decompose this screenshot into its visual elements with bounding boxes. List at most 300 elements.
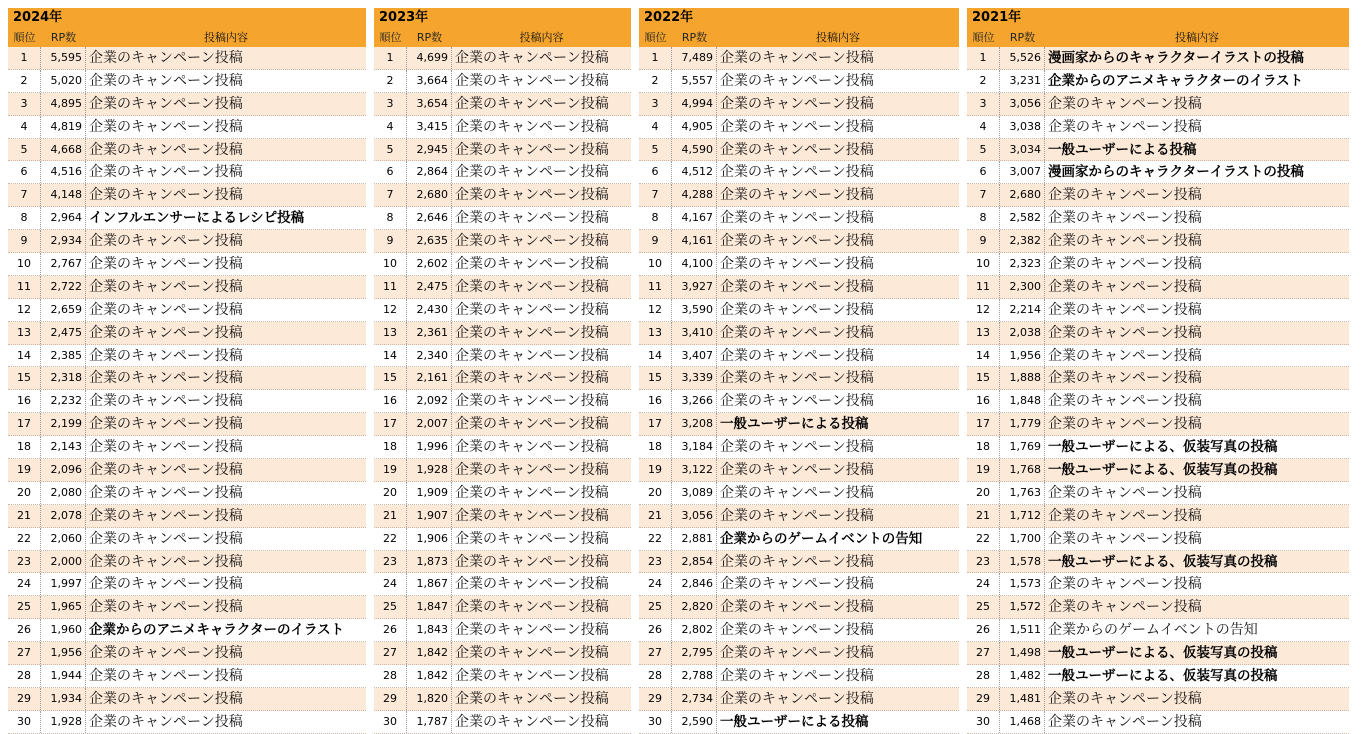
- table-row: [374, 253, 631, 276]
- table-row: [967, 47, 1349, 70]
- rank-cell: 26: [967, 619, 1000, 641]
- table-row: [967, 299, 1349, 322]
- post-content-cell: 企業からのアニメキャラクターのイラスト: [1048, 72, 1304, 89]
- rp-count-cell: 3,184: [672, 436, 717, 458]
- table-row: [374, 482, 631, 505]
- table-row: [639, 711, 959, 734]
- post-content-cell: 企業のキャンペーン投稿: [455, 278, 609, 295]
- table-row: [967, 345, 1349, 368]
- rank-cell: 2: [639, 70, 672, 92]
- rp-count-cell: 2,854: [672, 551, 717, 573]
- rp-count-cell: 3,590: [672, 299, 717, 321]
- rank-cell: 14: [374, 345, 407, 367]
- rp-count-cell: 2,635: [407, 230, 452, 252]
- rank-cell: 30: [8, 711, 41, 733]
- post-content-cell: 一般ユーザーによる、仮装写真の投稿: [1048, 553, 1278, 570]
- table-row: [639, 230, 959, 253]
- post-content-cell: 企業のキャンペーン投稿: [1048, 507, 1202, 524]
- post-content-cell: 企業のキャンペーン投稿: [720, 553, 874, 570]
- post-content-cell: 企業のキャンペーン投稿: [720, 370, 874, 387]
- table-row: [967, 207, 1349, 230]
- rp-count-cell: 3,339: [672, 367, 717, 389]
- content-column-header: 投稿内容: [1175, 31, 1219, 44]
- table-row: [8, 459, 366, 482]
- table-row: [967, 161, 1349, 184]
- rp-count-cell: 1,909: [407, 482, 452, 504]
- rp-count-cell: 4,100: [672, 253, 717, 275]
- table-row: [967, 390, 1349, 413]
- rp-count-cell: 1,763: [1000, 482, 1045, 504]
- rank-cell: 30: [374, 711, 407, 733]
- rp-count-cell: 1,996: [407, 436, 452, 458]
- rank-cell: 8: [8, 207, 41, 229]
- post-content-cell: 企業のキャンペーン投稿: [455, 141, 609, 158]
- post-content-cell: 企業のキャンペーン投稿: [455, 484, 609, 501]
- rp-count-cell: 3,266: [672, 390, 717, 412]
- table-row: [639, 573, 959, 596]
- table-row: [639, 345, 959, 368]
- rp-count-cell: 1,873: [407, 551, 452, 573]
- post-content-cell: 企業のキャンペーン投稿: [455, 576, 609, 593]
- post-content-cell: 漫画家からのキャラクターイラストの投稿: [1048, 50, 1304, 66]
- table-row: [374, 505, 631, 528]
- post-content-cell: 企業のキャンペーン投稿: [455, 462, 609, 479]
- post-content-cell: 企業のキャンペーン投稿: [720, 141, 874, 158]
- table-row: [967, 573, 1349, 596]
- rp-count-cell: 2,659: [41, 299, 86, 321]
- rp-count-cell: 2,161: [407, 367, 452, 389]
- rank-cell: 20: [8, 482, 41, 504]
- rp-count-cell: 1,578: [1000, 551, 1045, 573]
- table-row: [374, 596, 631, 619]
- rp-count-cell: 1,769: [1000, 436, 1045, 458]
- rp-count-cell: 2,060: [41, 528, 86, 550]
- table-row: [374, 161, 631, 184]
- rank-cell: 16: [967, 390, 1000, 412]
- rank-cell: 1: [639, 47, 672, 69]
- post-content-cell: 企業のキャンペーン投稿: [89, 233, 243, 250]
- rp-count-cell: 1,700: [1000, 528, 1045, 550]
- post-content-cell: 企業のキャンペーン投稿: [1048, 256, 1202, 273]
- post-content-cell: 企業のキャンペーン投稿: [720, 576, 874, 593]
- rp-count-cell: 2,232: [41, 390, 86, 412]
- rp-count-cell: 2,199: [41, 413, 86, 435]
- rp-count-cell: 2,788: [672, 665, 717, 687]
- post-content-cell: 企業のキャンペーン投稿: [720, 599, 874, 616]
- content-column-header: 投稿内容: [816, 31, 860, 44]
- rp-count-cell: 3,654: [407, 93, 452, 115]
- rank-cell: 13: [639, 322, 672, 344]
- post-content-cell: 企業のキャンペーン投稿: [1048, 530, 1202, 547]
- rp-count-cell: 2,680: [1000, 184, 1045, 206]
- rank-cell: 28: [374, 665, 407, 687]
- table-row: [967, 665, 1349, 688]
- rp-count-cell: 1,511: [1000, 619, 1045, 641]
- rp-count-cell: 2,318: [41, 367, 86, 389]
- rank-cell: 27: [374, 642, 407, 664]
- post-content-cell: 企業のキャンペーン投稿: [89, 416, 243, 433]
- table-year-title: 2024年: [8, 8, 366, 28]
- rank-cell: 3: [967, 93, 1000, 115]
- rank-cell: 26: [8, 619, 41, 641]
- rank-cell: 29: [967, 688, 1000, 710]
- rp-count-cell: 3,122: [672, 459, 717, 481]
- rank-cell: 1: [8, 47, 41, 69]
- rp-count-cell: 4,668: [41, 139, 86, 161]
- rank-cell: 21: [374, 505, 407, 527]
- rank-cell: 5: [967, 139, 1000, 161]
- rank-cell: 5: [8, 139, 41, 161]
- rp-count-cell: 2,475: [407, 276, 452, 298]
- post-content-cell: 企業のキャンペーン投稿: [1048, 187, 1202, 204]
- rank-cell: 15: [967, 367, 1000, 389]
- table-row: [639, 688, 959, 711]
- rp-count-cell: 2,382: [1000, 230, 1045, 252]
- table-row: [967, 70, 1349, 93]
- rp-count-cell: 2,767: [41, 253, 86, 275]
- post-content-cell: 企業のキャンペーン投稿: [455, 416, 609, 433]
- post-content-cell: 企業のキャンペーン投稿: [720, 95, 874, 112]
- rp-count-cell: 4,167: [672, 207, 717, 229]
- post-content-cell: インフルエンサーによるレシピ投稿: [89, 210, 305, 227]
- post-content-cell: 企業のキャンペーン投稿: [89, 462, 243, 479]
- post-content-cell: 企業のキャンペーン投稿: [1048, 233, 1202, 250]
- table-row: [374, 436, 631, 459]
- table-row: [8, 505, 366, 528]
- table-row: [8, 642, 366, 665]
- table-body: [8, 47, 366, 734]
- rank-cell: 20: [967, 482, 1000, 504]
- post-content-cell: 企業のキャンペーン投稿: [1048, 599, 1202, 616]
- table-row: [639, 528, 959, 551]
- rp-count-cell: 1,573: [1000, 573, 1045, 595]
- content-column-header: 投稿内容: [204, 31, 248, 44]
- rank-cell: 19: [374, 459, 407, 481]
- rank-cell: 2: [8, 70, 41, 92]
- post-content-cell: 企業のキャンペーン投稿: [89, 507, 243, 524]
- table-row: [8, 413, 366, 436]
- rp-count-cell: 2,078: [41, 505, 86, 527]
- table-row: [374, 70, 631, 93]
- table-row: [8, 665, 366, 688]
- rp-count-cell: 1,965: [41, 596, 86, 618]
- table-row: [374, 207, 631, 230]
- post-content-cell: 企業のキャンペーン投稿: [1048, 301, 1202, 318]
- table-row: [639, 47, 959, 70]
- post-content-cell: 企業のキャンペーン投稿: [455, 118, 609, 135]
- table-row: [967, 116, 1349, 139]
- post-content-cell: 企業のキャンペーン投稿: [89, 713, 243, 730]
- table-row: [967, 688, 1349, 711]
- table-row: [639, 253, 959, 276]
- rp-count-cell: 2,934: [41, 230, 86, 252]
- rp-count-cell: 2,340: [407, 345, 452, 367]
- post-content-cell: 企業のキャンペーン投稿: [720, 439, 874, 456]
- rank-cell: 29: [639, 688, 672, 710]
- ranking-table-2024: [8, 8, 366, 734]
- rank-cell: 17: [639, 413, 672, 435]
- rank-cell: 14: [639, 345, 672, 367]
- rank-cell: 28: [967, 665, 1000, 687]
- rank-cell: 17: [8, 413, 41, 435]
- rp-count-cell: 1,768: [1000, 459, 1045, 481]
- rp-count-cell: 2,945: [407, 139, 452, 161]
- rp-count-cell: 2,000: [41, 551, 86, 573]
- table-row: [967, 596, 1349, 619]
- rank-cell: 16: [8, 390, 41, 412]
- column-header-row: [374, 28, 631, 47]
- table-row: [8, 436, 366, 459]
- rank-cell: 7: [374, 184, 407, 206]
- table-row: [8, 161, 366, 184]
- rank-cell: 16: [639, 390, 672, 412]
- rp-count-cell: 4,148: [41, 184, 86, 206]
- rank-cell: 4: [8, 116, 41, 138]
- post-content-cell: 一般ユーザーによる投稿: [1048, 141, 1197, 158]
- content-column-header: 投稿内容: [519, 31, 564, 44]
- rp-count-cell: 4,516: [41, 161, 86, 183]
- post-content-cell: 企業のキャンペーン投稿: [455, 256, 609, 273]
- rp-count-cell: 4,699: [407, 47, 452, 69]
- table-row: [8, 184, 366, 207]
- rp-column-header: RP数: [681, 31, 708, 44]
- rp-count-cell: 1,481: [1000, 688, 1045, 710]
- post-content-cell: 企業のキャンペーン投稿: [1048, 347, 1202, 364]
- rp-count-cell: 3,927: [672, 276, 717, 298]
- table-row: [374, 573, 631, 596]
- post-content-cell: 企業のキャンペーン投稿: [89, 118, 243, 135]
- rp-count-cell: 3,231: [1000, 70, 1045, 92]
- rp-count-cell: 1,934: [41, 688, 86, 710]
- post-content-cell: 企業のキャンペーン投稿: [720, 233, 874, 250]
- rank-cell: 15: [374, 367, 407, 389]
- post-content-cell: 企業のキャンペーン投稿: [89, 439, 243, 456]
- table-row: [374, 322, 631, 345]
- rank-cell: 9: [374, 230, 407, 252]
- rp-count-cell: 2,007: [407, 413, 452, 435]
- post-content-cell: 企業のキャンペーン投稿: [720, 164, 874, 181]
- post-content-cell: 企業のキャンペーン投稿: [720, 301, 874, 318]
- post-content-cell: 一般ユーザーによる、仮装写真の投稿: [1048, 439, 1278, 456]
- rank-cell: 12: [639, 299, 672, 321]
- rank-cell: 28: [639, 665, 672, 687]
- rank-cell: 8: [374, 207, 407, 229]
- rank-cell: 23: [8, 551, 41, 573]
- rank-column-header: 順位: [379, 31, 402, 44]
- post-content-cell: 企業のキャンペーン投稿: [89, 393, 243, 410]
- rp-count-cell: 1,906: [407, 528, 452, 550]
- rank-cell: 11: [967, 276, 1000, 298]
- rank-cell: 28: [8, 665, 41, 687]
- rank-cell: 23: [967, 551, 1000, 573]
- rp-count-cell: 2,092: [407, 390, 452, 412]
- rp-count-cell: 2,214: [1000, 299, 1045, 321]
- rank-cell: 8: [639, 207, 672, 229]
- ranking-table-2022: [639, 8, 959, 734]
- table-row: [374, 184, 631, 207]
- rank-cell: 21: [967, 505, 1000, 527]
- post-content-cell: 企業のキャンペーン投稿: [89, 690, 243, 707]
- rp-count-cell: 1,820: [407, 688, 452, 710]
- rank-cell: 13: [374, 322, 407, 344]
- post-content-cell: 企業のキャンペーン投稿: [720, 256, 874, 273]
- rank-cell: 19: [639, 459, 672, 481]
- table-row: [8, 390, 366, 413]
- rank-cell: 12: [8, 299, 41, 321]
- rp-count-cell: 2,722: [41, 276, 86, 298]
- post-content-cell: 企業のキャンペーン投稿: [455, 233, 609, 250]
- rank-cell: 15: [8, 367, 41, 389]
- table-row: [8, 619, 366, 642]
- rp-count-cell: 1,842: [407, 642, 452, 664]
- post-content-cell: 一般ユーザーによる投稿: [720, 713, 869, 730]
- rank-cell: 18: [374, 436, 407, 458]
- rank-cell: 30: [639, 711, 672, 733]
- rp-count-cell: 2,646: [407, 207, 452, 229]
- ranking-table-2021: [967, 8, 1349, 734]
- post-content-cell: 企業のキャンペーン投稿: [455, 713, 609, 730]
- post-content-cell: 企業のキャンペーン投稿: [89, 164, 243, 181]
- rank-cell: 7: [8, 184, 41, 206]
- table-row: [374, 47, 631, 70]
- table-row: [374, 459, 631, 482]
- table-row: [639, 413, 959, 436]
- table-row: [8, 47, 366, 70]
- rp-count-cell: 3,407: [672, 345, 717, 367]
- table-row: [8, 482, 366, 505]
- table-row: [374, 276, 631, 299]
- post-content-cell: 企業のキャンペーン投稿: [720, 347, 874, 364]
- rp-count-cell: 2,590: [672, 711, 717, 733]
- post-content-cell: 企業のキャンペーン投稿: [455, 301, 609, 318]
- table-row: [967, 619, 1349, 642]
- rp-count-cell: 1,888: [1000, 367, 1045, 389]
- table-row: [8, 207, 366, 230]
- rp-count-cell: 3,208: [672, 413, 717, 435]
- post-content-cell: 企業のキャンペーン投稿: [455, 530, 609, 547]
- table-row: [639, 619, 959, 642]
- table-row: [639, 139, 959, 162]
- rank-cell: 23: [639, 551, 672, 573]
- post-content-cell: 企業のキャンペーン投稿: [89, 256, 243, 273]
- column-header-row: [8, 28, 366, 47]
- table-row: [639, 596, 959, 619]
- rank-cell: 13: [8, 322, 41, 344]
- post-content-cell: 企業からのゲームイベントの告知: [720, 530, 923, 547]
- table-row: [374, 711, 631, 734]
- post-content-cell: 企業のキャンペーン投稿: [89, 187, 243, 204]
- table-row: [374, 93, 631, 116]
- rank-cell: 22: [967, 528, 1000, 550]
- post-content-cell: 企業からのゲームイベントの告知: [1048, 622, 1258, 639]
- post-content-cell: 企業のキャンペーン投稿: [1048, 576, 1202, 593]
- table-row: [374, 688, 631, 711]
- rank-cell: 26: [374, 619, 407, 641]
- post-content-cell: 企業のキャンペーン投稿: [720, 118, 874, 135]
- table-row: [8, 93, 366, 116]
- table-row: [639, 436, 959, 459]
- table-row: [8, 299, 366, 322]
- rank-cell: 3: [639, 93, 672, 115]
- rank-cell: 10: [639, 253, 672, 275]
- table-row: [374, 551, 631, 574]
- post-content-cell: 企業のキャンペーン投稿: [1048, 324, 1202, 341]
- column-header-row: [967, 28, 1349, 47]
- rp-count-cell: 1,787: [407, 711, 452, 733]
- rp-count-cell: 3,410: [672, 322, 717, 344]
- post-content-cell: 企業のキャンペーン投稿: [720, 324, 874, 341]
- rp-count-cell: 4,819: [41, 116, 86, 138]
- post-content-cell: 企業のキャンペーン投稿: [455, 553, 609, 570]
- post-content-cell: 企業のキャンペーン投稿: [455, 95, 609, 112]
- post-content-cell: 企業のキャンペーン投稿: [89, 530, 243, 547]
- rp-count-cell: 1,848: [1000, 390, 1045, 412]
- post-content-cell: 企業のキャンペーン投稿: [720, 484, 874, 501]
- rp-count-cell: 2,846: [672, 573, 717, 595]
- rank-cell: 3: [8, 93, 41, 115]
- post-content-cell: 企業のキャンペーン投稿: [89, 484, 243, 501]
- ranking-table-2023: [374, 8, 631, 734]
- table-row: [8, 116, 366, 139]
- rank-cell: 25: [967, 596, 1000, 618]
- rank-cell: 24: [967, 573, 1000, 595]
- post-content-cell: 企業のキャンペーン投稿: [720, 645, 874, 662]
- post-content-cell: 企業のキャンペーン投稿: [455, 599, 609, 616]
- rank-column-header: 順位: [644, 31, 667, 44]
- rank-cell: 25: [639, 596, 672, 618]
- table-row: [967, 230, 1349, 253]
- rp-count-cell: 2,361: [407, 322, 452, 344]
- rank-cell: 12: [967, 299, 1000, 321]
- table-row: [639, 93, 959, 116]
- post-content-cell: 企業のキャンペーン投稿: [1048, 210, 1202, 227]
- post-content-cell: 企業のキャンペーン投稿: [89, 324, 243, 341]
- rank-cell: 19: [967, 459, 1000, 481]
- post-content-cell: 企業のキャンペーン投稿: [455, 347, 609, 364]
- table-row: [639, 505, 959, 528]
- table-row: [639, 642, 959, 665]
- rank-cell: 2: [967, 70, 1000, 92]
- table-row: [967, 367, 1349, 390]
- post-content-cell: 企業のキャンペーン投稿: [720, 690, 874, 707]
- post-content-cell: 企業のキャンペーン投稿: [455, 690, 609, 707]
- rp-count-cell: 2,881: [672, 528, 717, 550]
- table-row: [374, 116, 631, 139]
- post-content-cell: 一般ユーザーによる、仮装写真の投稿: [1048, 645, 1278, 662]
- rank-cell: 6: [374, 161, 407, 183]
- post-content-cell: 企業のキャンペーン投稿: [1048, 416, 1202, 433]
- table-row: [639, 70, 959, 93]
- rp-count-cell: 5,020: [41, 70, 86, 92]
- post-content-cell: 企業のキャンペーン投稿: [455, 645, 609, 662]
- table-row: [639, 367, 959, 390]
- table-row: [639, 390, 959, 413]
- table-row: [374, 665, 631, 688]
- post-content-cell: 企業のキャンペーン投稿: [1048, 484, 1202, 501]
- rp-count-cell: 3,007: [1000, 161, 1045, 183]
- rank-cell: 11: [374, 276, 407, 298]
- table-row: [967, 276, 1349, 299]
- rp-count-cell: 3,056: [1000, 93, 1045, 115]
- rp-count-cell: 5,557: [672, 70, 717, 92]
- post-content-cell: 一般ユーザーによる投稿: [720, 416, 869, 433]
- column-header-row: [639, 28, 959, 47]
- rank-cell: 5: [639, 139, 672, 161]
- rp-count-cell: 1,482: [1000, 665, 1045, 687]
- rank-cell: 7: [967, 184, 1000, 206]
- rank-cell: 27: [967, 642, 1000, 664]
- rank-cell: 24: [374, 573, 407, 595]
